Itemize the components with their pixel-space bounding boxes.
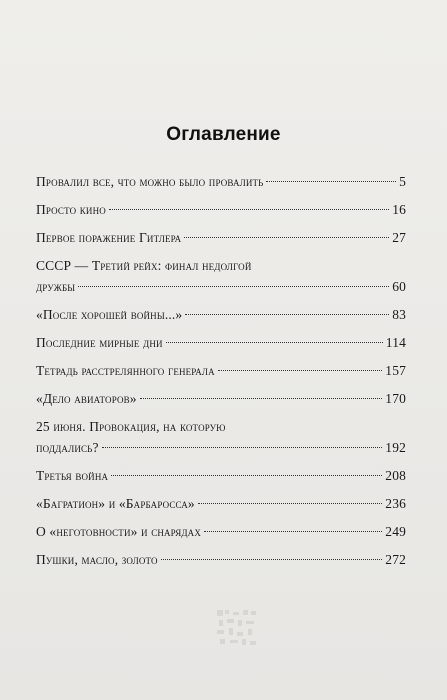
toc-leader-dots <box>184 237 389 238</box>
toc-entry-title: О «неготовности» и снарядах <box>36 524 201 539</box>
toc-leader-dots <box>185 314 389 315</box>
toc-entry <box>36 255 406 297</box>
toc-page-number: 170 <box>385 391 406 406</box>
toc-leader-dots <box>266 181 396 182</box>
toc-page-number: 272 <box>385 552 406 567</box>
toc-entry <box>36 199 406 220</box>
toc-leader-dots <box>166 342 383 343</box>
toc-entry-title: Пушки, масло, золото <box>36 552 158 567</box>
toc-entry-title: Просто кино <box>36 202 106 217</box>
toc-entry <box>36 360 406 381</box>
toc-entry-title: «Дело авиаторов» <box>36 391 137 406</box>
toc-list <box>36 171 406 577</box>
toc-page-number: 249 <box>385 524 406 539</box>
toc-entry-title-continuation: поддались? <box>36 440 99 455</box>
toc-entry-title-continuation: дружбы <box>36 279 76 294</box>
toc-page-number: 236 <box>385 496 406 511</box>
toc-entry-title: «Багратион» и «Барбаросса» <box>36 496 195 511</box>
toc-leader-dots <box>140 398 383 399</box>
toc-entry <box>36 549 406 570</box>
toc-entry-title: Последние мирные дни <box>36 335 163 350</box>
toc-entry <box>36 171 406 192</box>
toc-leader-dots <box>78 286 389 287</box>
toc-entry-title: Первое поражение Гитлера <box>36 230 182 245</box>
toc-leader-dots <box>109 209 389 210</box>
toc-entry <box>36 304 406 325</box>
toc-leader-dots <box>204 531 382 532</box>
toc-entry-title: 25 июня. Провокация, на которую <box>36 419 226 434</box>
toc-page-number: 208 <box>385 468 406 483</box>
toc-page-number: 192 <box>385 440 406 455</box>
toc-entry-title: «После хорошей войны...» <box>36 307 183 322</box>
toc-entry-title: Провалил все, что можно было провалить <box>36 174 264 189</box>
toc-entry <box>36 521 406 542</box>
toc-entry <box>36 416 406 458</box>
toc-page-number: 157 <box>385 363 406 378</box>
toc-leader-dots <box>161 559 383 560</box>
toc-entry <box>36 227 406 248</box>
toc-page-number: 16 <box>392 202 406 217</box>
toc-leader-dots <box>102 447 383 448</box>
toc-page-number: 83 <box>392 307 406 322</box>
watermark-stamp <box>215 608 259 648</box>
toc-page-number: 114 <box>385 335 406 350</box>
toc-entry-title: Тетрадь расстрелянного генерала <box>36 363 215 378</box>
toc-page-number: 27 <box>392 230 406 245</box>
toc-leader-dots <box>111 475 382 476</box>
toc-heading: Оглавление <box>166 124 281 145</box>
toc-entry <box>36 332 406 353</box>
toc-entry-title: СССР — Третий рейх: финал недолгой <box>36 258 252 273</box>
toc-entry <box>36 465 406 486</box>
toc-entry <box>36 493 406 514</box>
toc-entry <box>36 388 406 409</box>
toc-page-number: 5 <box>399 174 406 189</box>
toc-entry-title: Третья война <box>36 468 109 483</box>
toc-leader-dots <box>198 503 383 504</box>
toc-leader-dots <box>218 370 382 371</box>
toc-page-number: 60 <box>392 279 406 294</box>
